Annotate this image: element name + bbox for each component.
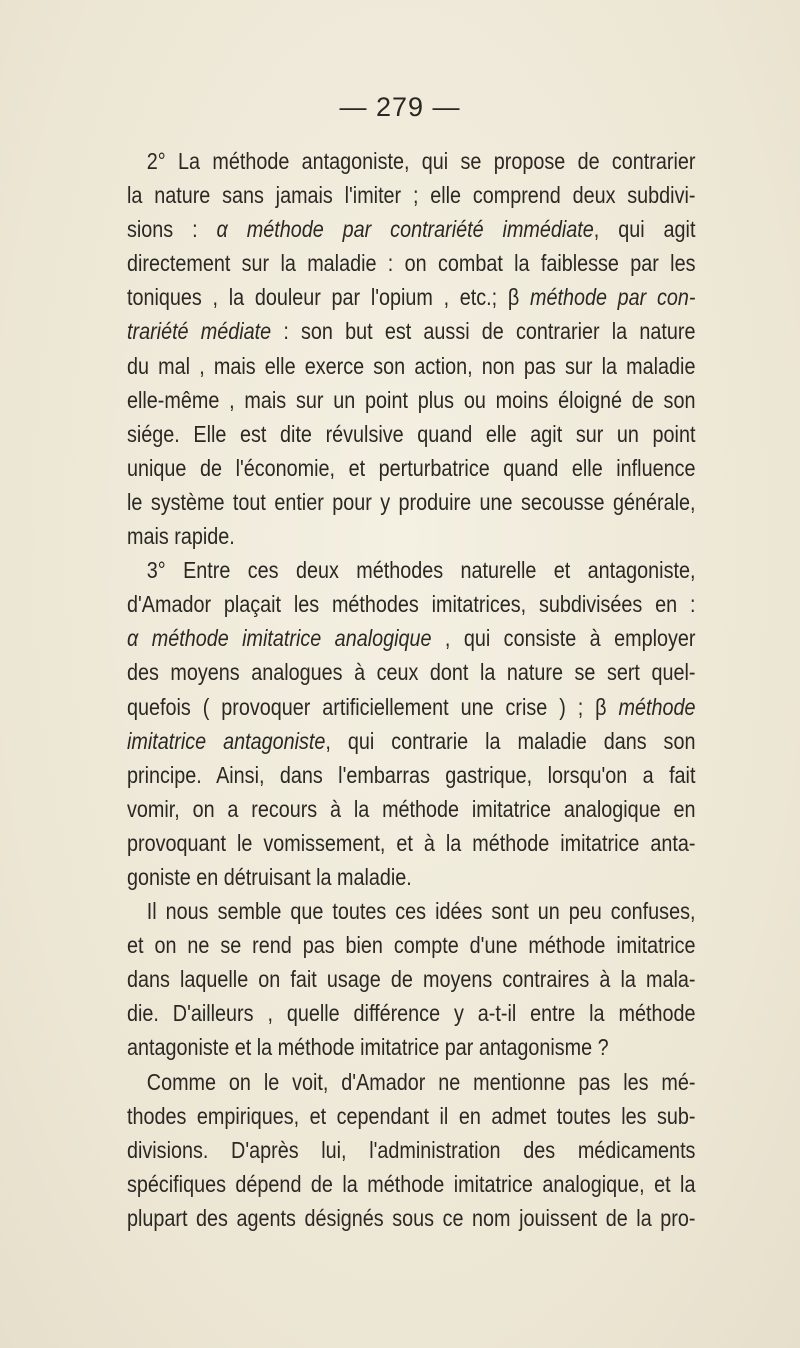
- text-line: [127, 519, 695, 553]
- text-segment: Il nous semble que toutes ces idées sont un peu confuses,: [146, 898, 696, 925]
- text-line: [127, 894, 695, 928]
- text-line: [127, 383, 695, 417]
- text-segment: des moyens analogues à ceux dont la nature se sert quel-: [127, 659, 696, 686]
- text-segment: siége. Elle est dite révulsive quand elle agit sur un point: [127, 420, 696, 447]
- italic-text: trariété médiate: [127, 318, 272, 345]
- text-segment: directement sur la maladie : on combat la faiblesse par les: [127, 250, 696, 277]
- text-segment: : son but est aussi de contrarier la nature: [271, 318, 696, 345]
- text-line: [127, 314, 695, 348]
- italic-text: méthode: [618, 693, 696, 720]
- text-line: [127, 996, 695, 1030]
- text-segment: quefois ( provoquer artificiellement une crise ) ; β: [127, 693, 619, 720]
- text-segment: antagoniste et la méthode imitatrice par antagonisme ?: [127, 1034, 609, 1061]
- text-line: [127, 724, 695, 758]
- text-segment: dans laquelle on fait usage de moyens contraires à la mala-: [127, 966, 696, 993]
- italic-text: méthode par con-: [529, 284, 696, 311]
- text-segment: mais rapide.: [127, 523, 235, 550]
- text-segment: provoquant le vomissement, et à la méthode imitatrice anta-: [127, 829, 696, 856]
- text-line: [127, 928, 695, 962]
- text-line: [127, 587, 695, 621]
- text-line: [127, 792, 695, 826]
- text-line: [127, 485, 695, 519]
- text-line: [127, 621, 695, 655]
- text-segment: le système tout entier pour y produire une secousse générale,: [127, 488, 696, 515]
- text-line: [127, 860, 695, 894]
- text-line: [127, 178, 695, 212]
- text-line: [127, 417, 695, 451]
- text-line: [127, 826, 695, 860]
- text-segment: 3° Entre ces deux méthodes naturelle et antagoniste,: [146, 557, 696, 584]
- text-segment: du mal , mais elle exerce son action, non pas sur la maladie: [127, 352, 696, 379]
- text-segment: thodes empiriques, et cependant il en admet toutes les sub-: [127, 1102, 696, 1129]
- text-segment: principe. Ainsi, dans l'embarras gastrique, lorsqu'on a fait: [127, 761, 696, 788]
- text-line: [127, 280, 695, 314]
- text-segment: vomir, on a recours à la méthode imitatrice analogique en: [127, 795, 696, 822]
- text-segment: elle-même , mais sur un point plus ou moins éloigné de son: [127, 386, 696, 413]
- text-line: [127, 962, 695, 996]
- text-line: [127, 451, 695, 485]
- text-line: [127, 1133, 695, 1167]
- text-segment: divisions. D'après lui, l'administration des médicaments: [127, 1136, 696, 1163]
- text-line: [127, 655, 695, 689]
- text-line: [127, 553, 695, 587]
- text-line: [127, 1167, 695, 1201]
- text-segment: , qui contrarie la maladie dans son: [325, 727, 696, 754]
- text-segment: 2° La méthode antagoniste, qui se propose de contrarier: [146, 148, 696, 174]
- text-segment: spécifiques dépend de la méthode imitatrice analogique, et la: [127, 1170, 696, 1197]
- text-line: [127, 144, 695, 178]
- body-text: [127, 144, 696, 1235]
- text-line: [127, 1030, 695, 1064]
- italic-text: α méthode imitatrice analogique: [127, 625, 432, 652]
- italic-text: imitatrice antagoniste: [127, 727, 326, 754]
- text-segment: toniques , la douleur par l'opium , etc.; β: [127, 284, 530, 311]
- text-segment: goniste en détruisant la maladie.: [127, 863, 412, 890]
- text-line: [127, 1099, 695, 1133]
- text-segment: plupart des agents désignés sous ce nom jouissent de la pro-: [127, 1204, 696, 1231]
- text-line: [127, 246, 695, 280]
- text-segment: Comme on le voit, d'Amador ne mentionne pas les mé-: [146, 1068, 696, 1095]
- page-number: — 279 —: [339, 92, 461, 122]
- text-segment: et on ne se rend pas bien compte d'une méthode imitatrice: [127, 932, 696, 959]
- text-segment: , qui consiste à employer: [431, 625, 696, 652]
- text-segment: d'Amador plaçait les méthodes imitatrices, subdivisées en :: [127, 591, 696, 618]
- text-line: [127, 1201, 695, 1235]
- text-segment: , qui agit: [593, 216, 696, 243]
- text-line: [127, 349, 695, 383]
- text-line: [127, 212, 695, 246]
- text-line: [127, 690, 695, 724]
- text-segment: la nature sans jamais l'imiter ; elle comprend deux subdivi-: [127, 182, 696, 209]
- text-segment: die. D'ailleurs , quelle différence y a-t-il entre la méthode: [127, 1000, 696, 1027]
- text-line: [127, 758, 695, 792]
- text-segment: unique de l'économie, et perturbatrice quand elle influence: [127, 454, 696, 481]
- text-line: [127, 1065, 695, 1099]
- italic-text: α méthode par contrariété immédiate: [216, 216, 594, 243]
- text-segment: sions :: [127, 216, 217, 243]
